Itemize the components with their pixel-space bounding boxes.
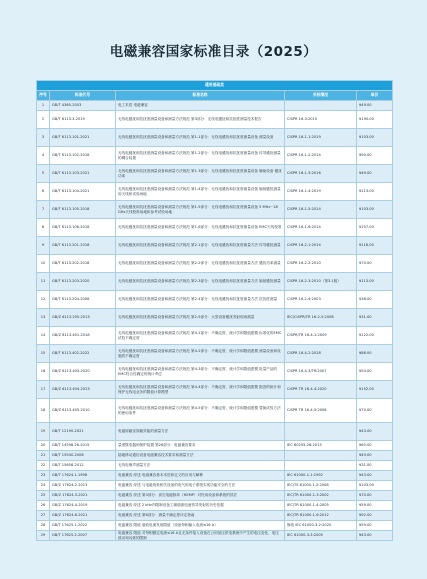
row-price: ¥122.00 [357,327,393,345]
row-adoption: CISPR 16-1-6:2014 [285,219,357,237]
row-name: 电磁兼容 综述 第3部分：高空电磁脉冲（HEMP）对民用设备和系统的效应 [116,491,285,501]
row-code: GB/T 6113.201-2018 [50,237,116,255]
row-price: ¥70.00 [357,399,393,423]
section-header-row [37,81,393,91]
table-row [37,441,393,451]
row-price: ¥70.00 [357,255,393,273]
row-index: 25 [37,491,50,501]
row-adoption [285,423,357,441]
row-price: ¥92.00 [357,511,393,521]
row-code: GB/T 6113.105-2018 [50,201,116,219]
page-title: 电磁兼容国家标准目录（2025） [109,44,318,60]
row-name: 电磁兼容 综述 电磁兼容基本术语和定义的应用与解释 [116,471,285,481]
row-price: ¥54.00 [357,363,393,381]
row-index: 29 [37,531,50,541]
row-code: GB/T 14598.26-2015 [50,441,116,451]
row-price: ¥86.00 [357,345,393,363]
row-index: 1 [37,101,50,111]
header-code: 标准代号 [50,91,116,101]
row-index: 28 [37,521,50,531]
row-code: GB/Z 6113.401-2018 [50,327,116,345]
row-code: GB/Z 6113.205-2013 [50,309,116,327]
row-name: 量度继电器和保护装置 第26部分：电磁兼容要求 [116,441,285,451]
row-price: ¥49.00 [357,165,393,183]
row-index: 4 [37,147,50,165]
row-code: GB/T 6113.103-2021 [50,165,116,183]
table-body [37,101,393,541]
table-row [37,291,393,309]
row-code: GB/T 15540-2006 [50,451,116,461]
row-name: 无线电骚扰和抗扰度测量设备和测量方法规范 第1-2部分：无线电骚扰和抗扰度测量设备 传导骚扰测量的耦合装置 [116,147,285,165]
row-adoption: CISPR 16-4-2:2018 [285,345,357,363]
row-index: 9 [37,237,50,255]
table-row [37,399,393,423]
row-index: 19 [37,423,50,441]
row-index: 13 [37,309,50,327]
row-index: 2 [37,111,50,129]
row-price: ¥31.00 [357,461,393,471]
row-price: ¥113.00 [357,273,393,291]
table-row [37,363,393,381]
row-name: 无线电骚扰和抗扰度测量设备和测量方法规范 第2-4部分：无线电骚扰和抗扰度测量方法 抗扰度测量 [116,291,285,309]
row-name: 无线电骚扰和抗扰度测量设备和测量方法规范 第4-5部分：不确定度、统计学和限值建模 替换试验方法的使用条件 [116,399,285,423]
row-price: ¥59.00 [357,501,393,511]
row-name: 无线电骚扰和抗扰度测量设备和测量方法规范 第1-4部分：无线电骚扰和抗扰度测量设备 辐射骚扰测量用天线和试验场地 [116,183,285,201]
row-adoption: IEC/CISPR/TR 16-2-5:2008 [285,309,357,327]
row-index: 21 [37,451,50,461]
row-adoption: CISPR 16-1-5:2014 [285,201,357,219]
header-index: 序号 [37,91,50,101]
row-price: ¥43.00 [357,423,393,441]
row-price: ¥43.00 [357,531,393,541]
row-index: 27 [37,511,50,521]
row-index: 17 [37,381,50,399]
table-row [37,521,393,531]
row-name: 电磁兼容 综述 第6部分：测量不确定度评定指南 [116,511,285,521]
table-row [37,511,393,521]
row-name: 电磁屏蔽室屏蔽效能的测量方法 [116,423,285,441]
row-name: 无线电骚扰和抗扰度测量设备和测量方法规范 第2-1部分：无线电骚扰和抗扰度测量方法 传导骚扰测量 [116,237,285,255]
row-price: ¥157.00 [357,219,393,237]
table-row [37,165,393,183]
row-index: 11 [37,273,50,291]
row-name: 无线电骚扰和抗扰度测量设备和测量方法规范 第1-1部分：无线电骚扰和抗扰度测量设备 测量设备 [116,129,285,147]
row-adoption: CISPR TR 16-4-4:2020 [285,381,357,399]
row-adoption: IEC 61000-1-1:1992 [285,471,357,481]
table-row [37,201,393,219]
column-header-row [37,91,393,101]
row-adoption: CISPR 16-1-3:2016 [285,165,357,183]
row-code: GB/T 6113.101-2021 [50,129,116,147]
row-adoption: CISPR/TR 16-4-1:2009 [285,327,357,345]
row-index: 16 [37,363,50,381]
row-code: GB/T 4365-2003 [50,101,116,111]
row-code: GB/T 6113.202-2018 [50,255,116,273]
row-index: 5 [37,165,50,183]
row-index: 8 [37,219,50,237]
row-code: GB/T 17624.1-1998 [50,471,116,481]
row-code: GB/Z 6113.404-2023 [50,381,116,399]
row-code: GB/Z 6113.403-2020 [50,363,116,381]
row-code: GB/Z 6113.405-2010 [50,399,116,423]
row-adoption: CISPR 16-4-3/TR:2007 [285,363,357,381]
row-price: ¥49.00 [357,101,393,111]
section-title: 通用基础类 [37,81,393,91]
table-row [37,129,393,147]
table-row [37,491,393,501]
row-price: ¥103.00 [357,129,393,147]
table-row [37,255,393,273]
row-price: ¥49.00 [357,451,393,461]
row-code: GB/T 6113.203-2020 [50,273,116,291]
row-code: GB/T 15658-2012 [50,461,116,471]
row-price: ¥190.00 [357,111,393,129]
row-code: GB/Z 17624.2-2013 [50,481,116,491]
row-name: 无线电骚扰和抗扰度测量设备和测量方法规范 第2-2部分：无线电骚扰和抗扰度测量方法 骚扰功率测量 [116,255,285,273]
standards-table [36,80,393,541]
row-index: 7 [37,201,50,219]
table-row [37,273,393,291]
table-row [37,481,393,491]
row-code: GB/T 6113.204-2008 [50,291,116,309]
row-name: 陆地移动通信设备电磁兼容技术要求和测量方法 [116,451,285,461]
table-row [37,531,393,541]
row-name: 无线电骚扰和抗扰度测量设备和测量方法规范 第2-5部分：大型设备骚扰发射现场测量 [116,309,285,327]
row-code: GB/T 6113.402-2022 [50,345,116,363]
row-index: 22 [37,461,50,471]
row-adoption: IEC 61000-3-3:2005 [285,531,357,541]
row-name: 无线电骚扰和抗扰度测量设备和测量方法规范 第1-5部分：无线电骚扰和抗扰度测量设备 5 MHz~18 GHz天线校准场地和参考试验场地 [116,201,285,219]
row-price: ¥43.00 [357,471,393,481]
row-adoption [285,451,357,461]
row-price: ¥31.00 [357,309,393,327]
row-code: GB/T 6113.102-2018 [50,147,116,165]
row-code: GB/T 6113.3-2019 [50,111,116,129]
row-code: GB/Z 17624.3-2021 [50,491,116,501]
row-adoption [285,101,357,111]
row-code: GB/Z 17624.6-2021 [50,511,116,521]
table-row [37,471,393,481]
row-adoption: CISPR 16-3:2015 [285,111,357,129]
row-code: GB/T 6113.106-2018 [50,219,116,237]
row-name: 电磁兼容 综述 与电磁现象相关设备的电气和电子系统实现功能安全的方法 [116,481,285,491]
header-price: 单价 [357,91,393,101]
table-row [37,309,393,327]
row-name: 无线电噪声测量方法 [116,461,285,471]
row-name: 电工术语 电磁兼容 [116,101,285,111]
row-adoption: CISPR 16-1-2:2014 [285,147,357,165]
row-index: 3 [37,129,50,147]
row-index: 6 [37,183,50,201]
row-index: 10 [37,255,50,273]
table-row [37,461,393,471]
row-index: 26 [37,501,50,511]
row-name: 电磁兼容 综述 2 kHz内限制设备工频谐波电流传导发射的历史依据 [116,501,285,511]
row-adoption: CISPR 16-1-1:2019 [285,129,357,147]
table-row [37,501,393,511]
table-row [37,381,393,399]
row-code: GB/T 17625.1-2022 [50,521,116,531]
row-name: 无线电骚扰和抗扰度测量设备和测量方法规范 第2-3部分：无线电骚扰和抗扰度测量方法 辐射骚扰测量 [116,273,285,291]
row-code: GB/T 12190-2021 [50,423,116,441]
row-adoption: CISPR 16-1-4:2019 [285,183,357,201]
row-price: ¥103.00 [357,201,393,219]
row-index: 15 [37,345,50,363]
row-code: GB/T 6113.104-2021 [50,183,116,201]
table-row [37,111,393,129]
row-price: ¥59.00 [357,521,393,531]
row-index: 12 [37,291,50,309]
row-code: GB/Z 17624.4-2019 [50,501,116,511]
row-adoption: CISPR 16-2-3:2010（第3.1版） [285,273,357,291]
row-code: GB/T 17625.2-2007 [50,531,116,541]
row-adoption: IEC 60255-26:2013 [285,441,357,451]
row-adoption: IEC/TS 61000-1-2:2008 [285,481,357,491]
row-adoption: 修改 IEC 61000-3-2:2020 [285,521,357,531]
row-index: 24 [37,481,50,491]
row-adoption: IEC/TR 61000-1-6:2012 [285,511,357,521]
row-adoption: CISPR 16-2-4:2003 [285,291,357,309]
header-adoption: 采标情况 [285,91,357,101]
table-row [37,423,393,441]
row-index: 20 [37,441,50,451]
row-price: ¥65.00 [357,441,393,451]
row-name: 无线电骚扰和抗扰度测量设备和测量方法规范 第1-6部分：无线电骚扰和抗扰度测量设备 EMC天线校准 [116,219,285,237]
row-adoption: CISPR 16-2-2:2010 [285,255,357,273]
row-price: ¥103.00 [357,481,393,491]
row-adoption: CISPR TR 16-4-5:2006 [285,399,357,423]
row-price: ¥152.00 [357,381,393,399]
row-price: ¥38.00 [357,291,393,309]
row-price: ¥70.00 [357,491,393,501]
row-index: 18 [37,399,50,423]
row-name: 无线电骚扰和抗扰度测量设备和测量方法规范 第3部分：无线电骚扰和抗扰度测量技术报告 [116,111,285,129]
row-index: 23 [37,471,50,481]
row-name: 无线电骚扰和抗扰度测量设备和测量方法规范 第1-3部分：无线电骚扰和抗扰度测量设备 辅助设备 骚扰功率 [116,165,285,183]
table-row [37,327,393,345]
row-adoption: IEC/TR 61000-1-3:2002 [285,491,357,501]
row-index: 14 [37,327,50,345]
row-name: 无线电骚扰和抗扰度测量设备和测量方法规范 第4-1部分：不确定度、统计学和限值建模 标准化的EMC试验不确定度 [116,327,285,345]
table-row [37,183,393,201]
row-adoption: CISPR 16-2-1:2014 [285,237,357,255]
header-name: 标准名称 [116,91,285,101]
table-row [37,101,393,111]
row-price: ¥113.00 [357,183,393,201]
row-name: 无线电骚扰和抗扰度测量设备和测量方法规范 第4-4部分：不确定度、统计学和限值建模 抱怨的统计和保护无线电业务的限值计算模型 [116,381,285,399]
row-name: 电磁兼容 限值 谐波电流发射限值（设备每相输入电流≤16 A） [116,521,285,531]
row-name: 无线电骚扰和抗扰度测量设备和测量方法规范 第4-3部分：不确定度、统计学和限值建模 批量产品的EMC符合性确定的统计考虑 [116,363,285,381]
row-price: ¥118.00 [357,237,393,255]
table-row [37,237,393,255]
table-row [37,147,393,165]
table-row [37,451,393,461]
table-row [37,345,393,363]
row-name: 电磁兼容 限值 对每相额定电流≤16 A且无条件接入设备在公用低压供电系统中产生的电压变化、电压波动和闪烁的限制 [116,531,285,541]
table-row [37,219,393,237]
row-adoption: IEC/TR 61000-1-4:2005 [285,501,357,511]
row-name: 无线电骚扰和抗扰度测量设备和测量方法规范 第4-2部分：不确定度、统计学和限值建模 测量设备和设施的不确定度 [116,345,285,363]
row-price: ¥90.00 [357,147,393,165]
row-adoption [285,461,357,471]
